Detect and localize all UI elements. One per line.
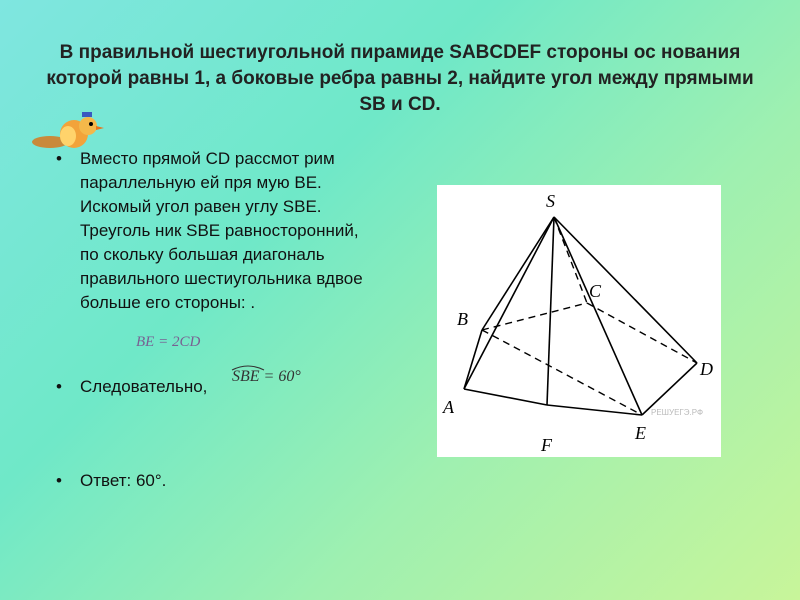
vertex-label-f: F — [541, 435, 552, 455]
vertex-label-a: A — [443, 397, 454, 417]
vertex-label-e: E — [635, 423, 646, 443]
watermark: РЕШУЕГЭ.РФ — [651, 408, 704, 417]
bullet-item — [50, 147, 380, 375]
slide-title: В правильной шестиугольной пирамиде SABCDEF стороны ос нования которой равны 1, а боковые ребра равны 2, найдите угол между прямыми SB и CD. — [46, 42, 754, 115]
formula-angle-text: SBE = 60° — [232, 368, 301, 385]
vertex-label-b: B — [457, 309, 468, 329]
formula-be: BE = 2CD — [136, 334, 201, 350]
formula-angle — [232, 368, 301, 386]
bullet-dot: • — [56, 377, 62, 396]
bullet-dot: • — [56, 471, 62, 490]
bullet-list — [50, 147, 380, 493]
vertex-label-d: D — [700, 359, 713, 379]
bullet-text: Следовательно, — [80, 377, 208, 396]
bullet-dot: • — [56, 149, 62, 168]
bullet-text: Ответ: 60°. — [80, 471, 167, 490]
bullet-item — [50, 375, 380, 399]
bullet-item — [50, 469, 380, 493]
mascot-bird-icon — [22, 112, 112, 152]
bullet-text: Вместо прямой CD рассмот рим параллельную ей пря мую BE. Искомый угол равен углу SBE. Треуголь ник SBE равносторонний, по скольку большая диагональ правильного шестиугольника вдвое больше его стороны: . — [80, 149, 363, 312]
vertex-label-s: S — [546, 191, 555, 211]
vertex-label-c: C — [589, 281, 602, 301]
pyramid-figure — [437, 185, 721, 457]
